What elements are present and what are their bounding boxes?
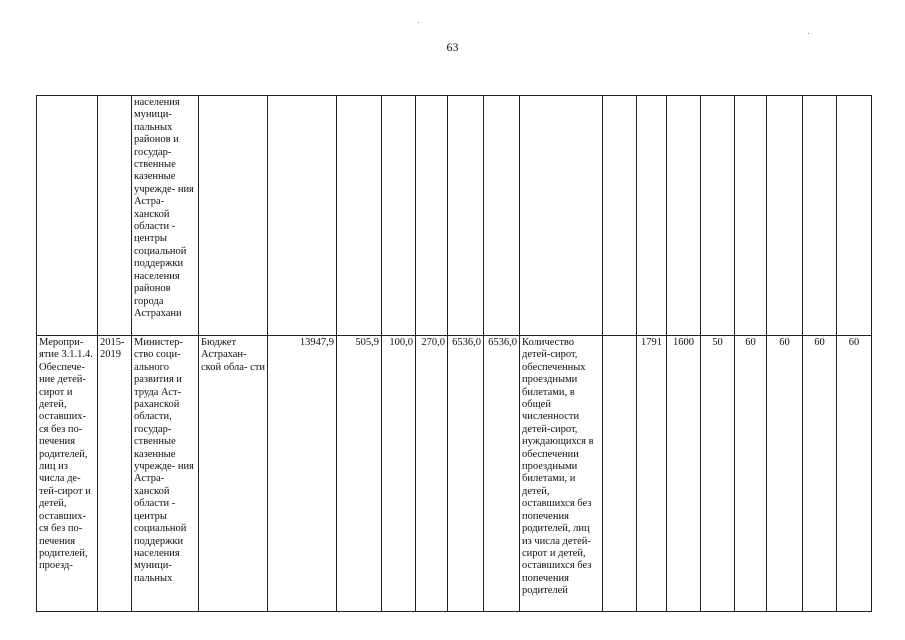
cell-2018: 6536,0: [448, 336, 484, 612]
cell-value-6: 60: [803, 336, 837, 612]
cell-executor: Министер- ство соци- ального развития и труда Аст- раханской области, государ- ственные казенные учрежде- ния Астра- ханской области - центры социальной поддержки населения муници- пальных: [132, 336, 199, 612]
cell-empty: [637, 96, 667, 336]
cell-empty: [667, 96, 701, 336]
cell-value-2: 1600: [667, 336, 701, 612]
cell-empty: [416, 96, 448, 336]
cell-empty: [603, 96, 637, 336]
cell-unit: [603, 336, 637, 612]
cell-2019: 6536,0: [484, 336, 520, 612]
table-row-continued: [37, 96, 872, 336]
cell-empty: [199, 96, 268, 336]
scan-speck: [808, 33, 809, 34]
table-row-event: [37, 336, 872, 612]
cell-funding-source: Бюджет Астрахан- ской обла- сти: [199, 336, 268, 612]
cell-empty: [268, 96, 337, 336]
cell-event-name: Меропри- ятие 3.1.1.4. Обеспече- ние детей- сирот и детей, оставших- ся без по- печения родителей, лиц из числа де- тей-сирот и детей, оставших- ся без по- печения родителей, проезд-: [37, 336, 98, 612]
cell-empty: [484, 96, 520, 336]
cell-value-1: 1791: [637, 336, 667, 612]
cell-empty: [337, 96, 382, 336]
cell-empty: [735, 96, 767, 336]
cell-value-3: 50: [701, 336, 735, 612]
cell-empty: [520, 96, 603, 336]
cell-empty: [837, 96, 872, 336]
cell-2016: 100,0: [382, 336, 416, 612]
cell-executor-continued: населения муници- пальных районов и государ- ственные казенные учрежде- ния Астра- ханской области - центры социальной поддержки населения районов города Астрахани: [132, 96, 199, 336]
cell-empty: [382, 96, 416, 336]
cell-value-7: 60: [837, 336, 872, 612]
cell-empty: [767, 96, 803, 336]
cell-value-5: 60: [767, 336, 803, 612]
cell-value-4: 60: [735, 336, 767, 612]
cell-period: 2015- 2019: [98, 336, 132, 612]
cell-indicator: Количество детей-сирот, обеспеченных проездными билетами, в общей численности детей-сирот, нуждающихся в обеспечении проездными билетами, и детей, оставшихся без попечения родителей, лиц из числа детей- сирот и детей, оставшихся без попечения родителей: [520, 336, 603, 612]
cell-empty: [803, 96, 837, 336]
page-number: 63: [446, 40, 459, 54]
program-table: [36, 95, 872, 612]
cell-name-empty: [37, 96, 98, 336]
cell-period-empty: [98, 96, 132, 336]
scan-speck: [418, 22, 419, 23]
cell-total: 13947,9: [268, 336, 337, 612]
cell-2015: 505,9: [337, 336, 382, 612]
cell-2017: 270,0: [416, 336, 448, 612]
cell-empty: [448, 96, 484, 336]
cell-empty: [701, 96, 735, 336]
